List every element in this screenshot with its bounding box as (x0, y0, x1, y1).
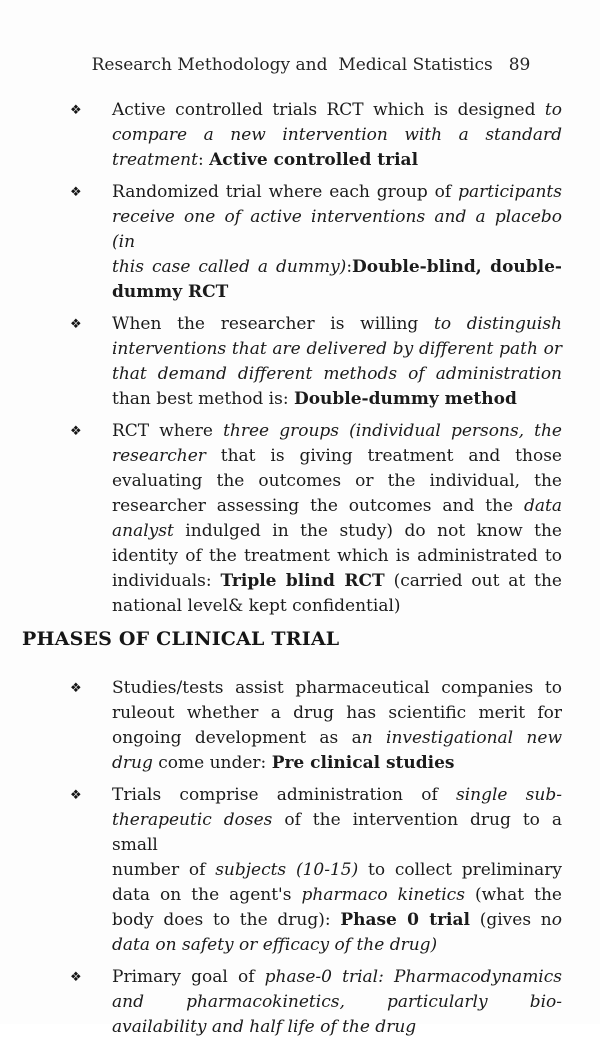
text-segment: data on safety or efficacy of the drug) (112, 935, 438, 955)
text-segment: phase-0 trial: Pharmacodynamics (264, 967, 562, 987)
diamond-bullet-icon: ❖ (70, 970, 82, 985)
text-segment: than best method is: (112, 389, 294, 409)
text-segment: national level& kept confidential) (112, 596, 401, 616)
text-segment: Active controlled trial (209, 150, 419, 170)
text-segment: Randomized trial where each group of (112, 182, 459, 202)
section-heading: PHASES OF CLINICAL TRIAL (22, 628, 340, 650)
text-segment: to (544, 100, 562, 120)
text-segment: Pre clinical studies (271, 753, 455, 773)
text-line (112, 444, 562, 469)
bullet-list (70, 98, 562, 619)
text-segment: data on the agent's (112, 885, 302, 905)
text-segment: (gives n (469, 910, 552, 930)
text-segment: number of (112, 860, 216, 880)
diamond-bullet-icon: ❖ (70, 424, 82, 439)
text-line (112, 858, 562, 883)
text-segment: Primary goal of (112, 967, 265, 987)
text-segment: (what the (464, 885, 562, 905)
diamond-bullet-icon: ❖ (70, 317, 82, 332)
text-segment: n investigational new (361, 728, 562, 748)
text-line (112, 387, 562, 412)
text-line (112, 726, 562, 751)
item-text (112, 98, 562, 173)
text-segment: this case called a dummy) (112, 257, 347, 277)
text-line (112, 569, 562, 594)
text-line (112, 469, 562, 494)
text-line (112, 883, 562, 908)
page-content (0, 98, 600, 1040)
list-item (70, 783, 562, 958)
text-line (112, 205, 562, 255)
text-segment: Trials comprise administration of (112, 785, 456, 805)
text-line (112, 990, 562, 1015)
item-text (112, 180, 562, 305)
text-line (112, 908, 562, 933)
text-line (112, 180, 562, 205)
list-item (70, 312, 562, 412)
text-line (112, 312, 562, 337)
text-segment: researcher assessing the outcomes and the (112, 496, 525, 516)
list-item (70, 965, 562, 1040)
text-segment: : (197, 150, 210, 170)
text-segment: interventions that are delivered by different path or (112, 339, 562, 359)
text-line (112, 148, 562, 173)
text-segment: therapeutic doses (112, 810, 273, 830)
text-segment: (carried out at the (384, 571, 562, 591)
diamond-bullet-icon: ❖ (70, 788, 82, 803)
text-line (112, 676, 562, 701)
item-text (112, 965, 562, 1040)
text-segment: body does to the drug): (112, 910, 341, 930)
list-item (70, 98, 562, 173)
text-segment: that demand different methods of administration (112, 364, 562, 384)
text-segment: Double-dummy method (293, 389, 517, 409)
text-line (112, 594, 562, 619)
text-segment: Studies/tests assist pharmaceutical companies to (112, 678, 562, 698)
running-head-title: Research Methodology and Medical Statistics (91, 55, 493, 75)
text-line (112, 362, 562, 387)
text-segment: treatment (112, 150, 198, 170)
text-segment: dummy RCT (112, 282, 229, 302)
text-segment: of the intervention drug to a small (112, 810, 562, 855)
text-segment: receive one of active interventions and a placebo (in (112, 207, 562, 252)
text-segment: three groups (individual persons, the (223, 421, 562, 441)
diamond-bullet-icon: ❖ (70, 681, 82, 696)
text-segment: come under: (152, 753, 272, 773)
text-line (112, 701, 562, 726)
list-item (70, 180, 562, 305)
text-line (112, 544, 562, 569)
text-segment: data (524, 496, 562, 516)
text-line (112, 751, 562, 776)
item-text (112, 783, 562, 958)
text-line (112, 519, 562, 544)
text-segment: participants (458, 182, 562, 202)
bullet-list (70, 676, 562, 1040)
text-line (112, 98, 562, 123)
text-line (112, 783, 562, 808)
text-segment: : (346, 257, 353, 277)
text-segment: researcher (112, 446, 206, 466)
text-segment: to collect preliminary (358, 860, 563, 880)
running-head (60, 0, 562, 76)
text-segment: availability and half life of the drug (112, 1017, 417, 1037)
text-segment: o (551, 910, 562, 930)
text-line (112, 933, 562, 958)
text-line (112, 337, 562, 362)
text-segment: RCT where (112, 421, 224, 441)
text-line (112, 419, 562, 444)
text-segment: individuals: (112, 571, 221, 591)
text-line (112, 280, 562, 305)
list-item (70, 676, 562, 776)
text-segment: evaluating the outcomes or the individual, the (112, 471, 562, 491)
text-segment: ongoing development as a (112, 728, 362, 748)
text-line (112, 255, 562, 280)
diamond-bullet-icon: ❖ (70, 185, 82, 200)
item-text (112, 419, 562, 619)
list-item (70, 419, 562, 619)
diamond-bullet-icon: ❖ (70, 103, 82, 118)
text-segment: analyst (112, 521, 174, 541)
text-line (112, 123, 562, 148)
text-segment: and pharmacokinetics, particularly bio- (112, 992, 562, 1012)
text-segment: identity of the treatment which is administrated to (112, 546, 562, 566)
text-segment: to distinguish (434, 314, 562, 334)
text-segment: Triple blind RCT (220, 571, 385, 591)
text-line (112, 494, 562, 519)
text-segment: single sub- (455, 785, 562, 805)
text-segment: Double-blind, double- (352, 257, 562, 277)
item-text (112, 676, 562, 776)
page-number: 89 (508, 55, 531, 75)
text-segment: subjects (10-15) (215, 860, 359, 880)
text-segment: that is giving treatment and those (205, 446, 562, 466)
text-segment: When the researcher is willing (112, 314, 435, 334)
item-text (112, 312, 562, 412)
text-segment: drug (112, 753, 153, 773)
text-segment: Active controlled trials RCT which is designed (112, 100, 545, 120)
text-line (112, 808, 562, 858)
text-segment: Phase 0 trial (340, 910, 470, 930)
text-segment: compare a new intervention with a standard (112, 125, 562, 145)
text-segment: ruleout whether a drug has scientific merit for (112, 703, 562, 723)
text-segment: pharmaco kinetics (301, 885, 465, 905)
text-segment: indulged in the study) do not know the (173, 521, 562, 541)
text-line (112, 965, 562, 990)
text-line (112, 1015, 562, 1040)
